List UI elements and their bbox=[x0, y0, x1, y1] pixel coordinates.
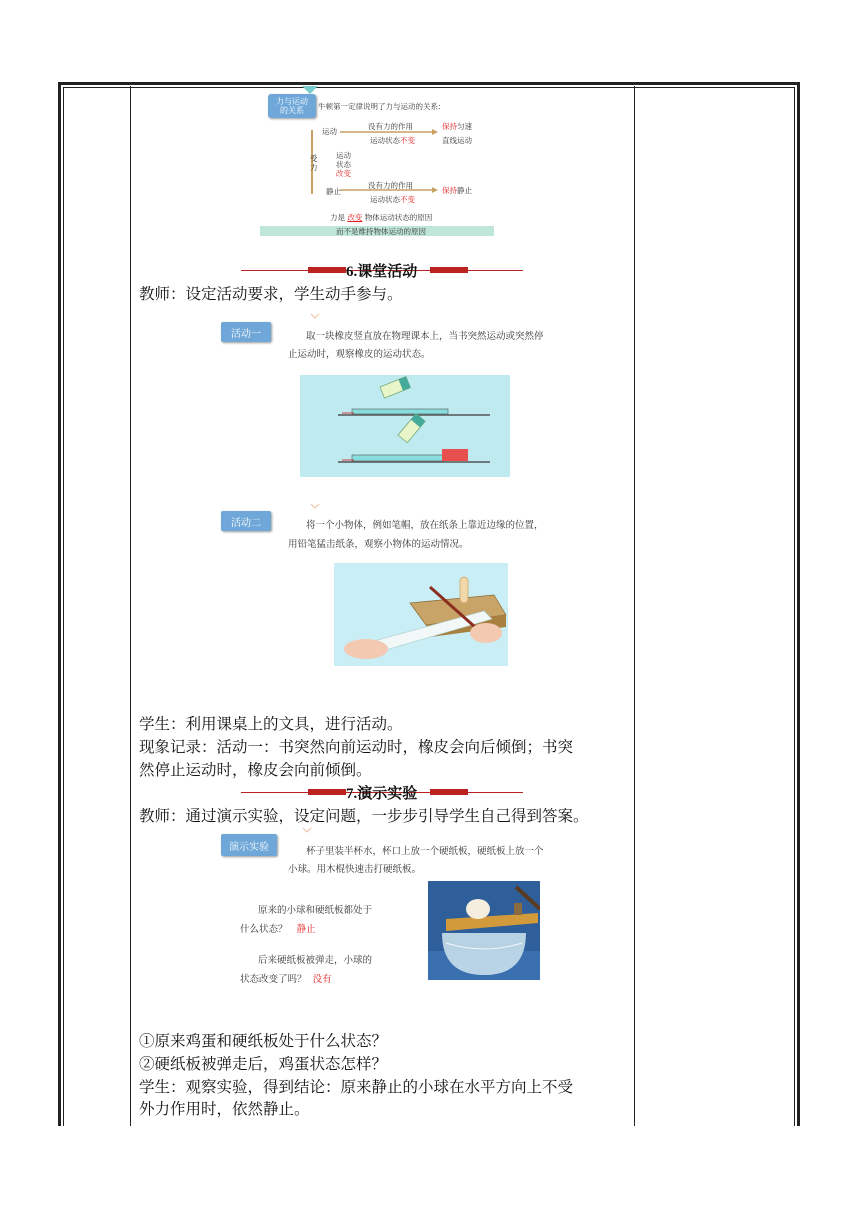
section6-teacher: 教师：设定活动要求，学生动手参与。 bbox=[139, 285, 403, 303]
diagram-force-is: 力是 改变 物体运动状态的原因 bbox=[330, 213, 433, 222]
section7-teacher: 教师：通过演示实验，设定问题，一步步引导学生自己得到答案。 bbox=[139, 807, 589, 825]
chevron-down-icon bbox=[302, 827, 312, 833]
demo-tag: 演示实验 bbox=[221, 834, 277, 856]
activity2-line1: 将一个小物体，例如笔帽，放在纸条上靠近边缘的位置， bbox=[306, 520, 544, 531]
activity2-line2: 用铅笔猛击纸条，观察小物体的运动情况。 bbox=[288, 539, 469, 550]
diagram-state-top: 运动状态不变 bbox=[370, 136, 415, 145]
demo-illustration bbox=[428, 881, 540, 980]
section6-bar-left bbox=[308, 267, 346, 273]
section7-title: 7.演示实验 bbox=[346, 786, 418, 802]
activity2-tag: 活动二 bbox=[221, 511, 271, 531]
section6-title: 6.课堂活动 bbox=[346, 264, 418, 280]
diagram-no-force-top: 没有力的作用 bbox=[368, 122, 413, 131]
section7-p2: ②硬纸板被弹走后，鸡蛋状态怎样？ bbox=[139, 1055, 388, 1073]
section7-student-line2: 外力作用时，依然静止。 bbox=[139, 1100, 310, 1118]
demo-line1: 杯子里装半杯水，杯口上放一个硬纸板，硬纸板上放一个 bbox=[306, 846, 544, 857]
force-motion-diagram bbox=[260, 82, 494, 238]
activity1-illustration bbox=[300, 375, 510, 477]
diagram-tag: 力与运动 的关系 bbox=[268, 94, 316, 118]
section6-student: 学生：利用课桌上的文具，进行活动。 bbox=[139, 715, 403, 733]
demo-q1b: 什么状态？ 静止 bbox=[240, 924, 316, 935]
section6-bar-right bbox=[430, 267, 468, 273]
diagram-state-bottom: 运动状态不变 bbox=[370, 195, 415, 204]
activity2-illustration bbox=[334, 563, 508, 666]
diagram-rest: 静止 bbox=[326, 187, 341, 196]
activity1-tag: 活动一 bbox=[221, 322, 271, 342]
section7-p1: ①原来鸡蛋和硬纸板处于什么状态？ bbox=[139, 1032, 388, 1050]
diagram-keep-uniform: 保持匀速 bbox=[442, 122, 472, 131]
column-divider-right bbox=[634, 86, 635, 1126]
section7-student-line1: 学生：观察实验，得到结论：原来静止的小球在水平方向上不受 bbox=[139, 1078, 574, 1096]
diagram-no-force-bottom: 没有力的作用 bbox=[368, 181, 413, 190]
diagram-straight: 直线运动 bbox=[442, 136, 472, 145]
demo-q1a: 原来的小球和硬纸板都处于 bbox=[258, 905, 373, 916]
activity1-line2: 止运动时，观察橡皮的运动状态。 bbox=[288, 349, 431, 360]
diagram-keep-rest: 保持静止 bbox=[442, 186, 472, 195]
diagram-intro: 牛顿第一定律说明了力与运动的关系: bbox=[318, 102, 441, 111]
activity1-line1: 取一块橡皮竖直放在物理课本上，当书突然运动或突然停 bbox=[306, 331, 544, 342]
diagram-mid-b: 状态 bbox=[336, 160, 351, 169]
section6-record-line2: 然停止运动时，橡皮会向前倾倒。 bbox=[139, 761, 372, 779]
diagram-changed: 改变 bbox=[336, 169, 351, 178]
demo-q2b: 状态改变了吗？ 没有 bbox=[240, 974, 332, 985]
diagram-force: 受力 bbox=[310, 154, 318, 172]
arrow-marker-icon bbox=[302, 86, 318, 94]
chevron-down-icon bbox=[310, 313, 320, 319]
section6-record-line1: 现象记录：活动一：书突然向前运动时，橡皮会向后倾倒；书突 bbox=[139, 738, 574, 756]
diagram-motion: 运动 bbox=[322, 127, 337, 136]
chevron-down-icon bbox=[310, 503, 320, 509]
demo-q2a: 后来硬纸板被弹走，小球的 bbox=[258, 955, 373, 966]
diagram-mid-a: 运动 bbox=[336, 151, 351, 160]
demo-line2: 小球。用木棍快速击打硬纸板。 bbox=[288, 864, 422, 875]
section7-bar-right bbox=[430, 789, 468, 795]
column-divider-left bbox=[130, 86, 131, 1126]
diagram-not-cause: 而不是维持物体运动的原因 bbox=[336, 227, 426, 236]
section7-bar-left bbox=[308, 789, 346, 795]
